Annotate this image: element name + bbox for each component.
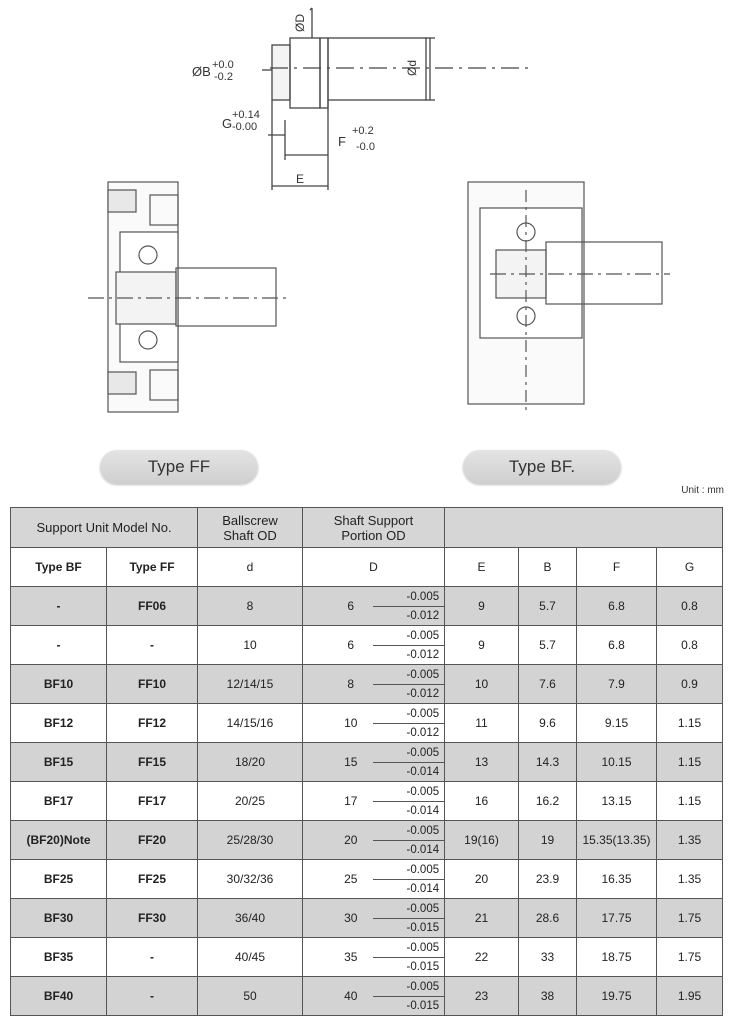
table-row bbox=[11, 743, 723, 782]
cell-d: 14/15/16 bbox=[198, 704, 303, 743]
cell-d: 10 bbox=[198, 626, 303, 665]
cell-E: 9 bbox=[445, 587, 519, 626]
type-ff-label: Type FF bbox=[100, 450, 258, 484]
cell-d: 8 bbox=[198, 587, 303, 626]
dim-B-tol-upper: +0.0 bbox=[212, 59, 234, 71]
cell-D-tolerance bbox=[373, 587, 445, 626]
cell-D-tolerance bbox=[373, 821, 445, 860]
table-row bbox=[11, 626, 723, 665]
cell-D-tolerance bbox=[373, 743, 445, 782]
tol-upper: -0.005 bbox=[373, 900, 445, 919]
dim-G-tol-upper: +0.14 bbox=[232, 109, 260, 121]
cell-F: 6.8 bbox=[577, 626, 657, 665]
cell-d: 12/14/15 bbox=[198, 665, 303, 704]
cell-d: 40/45 bbox=[198, 938, 303, 977]
cell-B: 23.9 bbox=[519, 860, 577, 899]
cell-E: 23 bbox=[445, 977, 519, 1016]
cell-type-bf: BF25 bbox=[11, 860, 107, 899]
cell-type-ff: FF17 bbox=[107, 782, 198, 821]
dim-E-label: E bbox=[296, 172, 305, 186]
table-row bbox=[11, 899, 723, 938]
header-F: F bbox=[577, 548, 657, 587]
cell-d: 20/25 bbox=[198, 782, 303, 821]
cell-G: 1.35 bbox=[657, 821, 723, 860]
cell-type-bf: - bbox=[11, 587, 107, 626]
dim-d-label: Ød bbox=[405, 59, 419, 76]
cell-D: 6 bbox=[303, 587, 373, 626]
tol-lower: -0.012 bbox=[406, 687, 440, 700]
cell-type-ff: FF12 bbox=[107, 704, 198, 743]
cell-D-tolerance bbox=[373, 860, 445, 899]
header-ballscrew-line1: Ballscrew bbox=[222, 512, 278, 528]
dim-F-label: F bbox=[338, 134, 346, 149]
technical-drawings bbox=[0, 0, 730, 420]
tol-upper: -0.005 bbox=[373, 705, 445, 724]
cell-type-ff: FF10 bbox=[107, 665, 198, 704]
cell-D: 8 bbox=[303, 665, 373, 704]
header-d: d bbox=[198, 548, 303, 587]
cell-B: 38 bbox=[519, 977, 577, 1016]
cell-type-bf: BF35 bbox=[11, 938, 107, 977]
cell-G: 1.15 bbox=[657, 782, 723, 821]
cell-E: 19(16) bbox=[445, 821, 519, 860]
header-E: E bbox=[445, 548, 519, 587]
dim-F-tol-upper: +0.2 bbox=[352, 125, 374, 137]
cell-E: 10 bbox=[445, 665, 519, 704]
tol-upper: -0.005 bbox=[373, 822, 445, 841]
table-body bbox=[11, 587, 723, 1016]
dim-G-label: G bbox=[222, 116, 233, 131]
tol-lower: -0.015 bbox=[406, 960, 440, 973]
header-ballscrew bbox=[198, 508, 303, 548]
tol-lower: -0.014 bbox=[406, 843, 440, 856]
cell-F: 7.9 bbox=[577, 665, 657, 704]
cell-type-ff: FF20 bbox=[107, 821, 198, 860]
cell-G: 1.95 bbox=[657, 977, 723, 1016]
table-row bbox=[11, 587, 723, 626]
cell-E: 20 bbox=[445, 860, 519, 899]
cell-G: 0.8 bbox=[657, 587, 723, 626]
cell-G: 1.75 bbox=[657, 938, 723, 977]
cell-F: 9.15 bbox=[577, 704, 657, 743]
cell-d: 18/20 bbox=[198, 743, 303, 782]
cell-F: 15.35(13.35) bbox=[577, 821, 657, 860]
header-D: D bbox=[303, 548, 445, 587]
cell-D-tolerance bbox=[373, 782, 445, 821]
cell-type-bf: BF10 bbox=[11, 665, 107, 704]
dim-B-label: ØB bbox=[192, 64, 211, 79]
cell-E: 9 bbox=[445, 626, 519, 665]
dim-D-label: ØD bbox=[293, 14, 307, 32]
cell-D: 40 bbox=[303, 977, 373, 1016]
cell-type-ff: FF15 bbox=[107, 743, 198, 782]
header-support-unit: Support Unit Model No. bbox=[11, 508, 198, 548]
tol-upper: -0.005 bbox=[373, 783, 445, 802]
cell-type-bf: (BF20)Note bbox=[11, 821, 107, 860]
tol-upper: -0.005 bbox=[373, 861, 445, 880]
dim-G-tol-lower: -0.00 bbox=[232, 121, 258, 133]
header-ballscrew-line2: Shaft OD bbox=[223, 527, 277, 543]
table-row bbox=[11, 977, 723, 1016]
table-row bbox=[11, 665, 723, 704]
dim-F-tol-lower: -0.0 bbox=[356, 141, 375, 153]
cell-F: 18.75 bbox=[577, 938, 657, 977]
table-row bbox=[11, 938, 723, 977]
cell-D: 20 bbox=[303, 821, 373, 860]
table-subheader-row bbox=[11, 548, 723, 587]
cell-G: 0.9 bbox=[657, 665, 723, 704]
cell-B: 9.6 bbox=[519, 704, 577, 743]
cell-B: 19 bbox=[519, 821, 577, 860]
spec-table bbox=[10, 507, 723, 1016]
tol-lower: -0.014 bbox=[406, 804, 440, 817]
cell-type-bf: BF17 bbox=[11, 782, 107, 821]
header-blank bbox=[445, 508, 723, 548]
cell-G: 1.15 bbox=[657, 743, 723, 782]
header-shaft-line1: Shaft Support bbox=[333, 512, 414, 528]
cell-D-tolerance bbox=[373, 938, 445, 977]
cell-E: 21 bbox=[445, 899, 519, 938]
cell-B: 16.2 bbox=[519, 782, 577, 821]
tol-upper: -0.005 bbox=[373, 627, 445, 646]
cell-D-tolerance bbox=[373, 977, 445, 1016]
cell-D: 10 bbox=[303, 704, 373, 743]
cell-type-bf: BF15 bbox=[11, 743, 107, 782]
cell-E: 13 bbox=[445, 743, 519, 782]
cell-type-ff: - bbox=[107, 977, 198, 1016]
cell-D: 25 bbox=[303, 860, 373, 899]
header-G: G bbox=[657, 548, 723, 587]
cell-G: 1.15 bbox=[657, 704, 723, 743]
table-row bbox=[11, 860, 723, 899]
tol-upper: -0.005 bbox=[373, 666, 445, 685]
tol-upper: -0.005 bbox=[373, 744, 445, 763]
cell-D: 6 bbox=[303, 626, 373, 665]
cell-F: 10.15 bbox=[577, 743, 657, 782]
dim-B-tol-lower: -0.2 bbox=[214, 71, 233, 83]
cell-type-bf: BF12 bbox=[11, 704, 107, 743]
header-shaft-line2: Portion OD bbox=[341, 527, 406, 543]
cell-type-ff: FF30 bbox=[107, 899, 198, 938]
tol-lower: -0.012 bbox=[406, 648, 440, 661]
tol-lower: -0.012 bbox=[406, 609, 440, 622]
header-type-ff: Type FF bbox=[107, 548, 198, 587]
cell-B: 28.6 bbox=[519, 899, 577, 938]
cell-D-tolerance bbox=[373, 665, 445, 704]
cell-E: 11 bbox=[445, 704, 519, 743]
cell-type-bf: BF40 bbox=[11, 977, 107, 1016]
cell-B: 14.3 bbox=[519, 743, 577, 782]
tol-lower: -0.014 bbox=[406, 765, 440, 778]
cell-d: 30/32/36 bbox=[198, 860, 303, 899]
tol-upper: -0.005 bbox=[373, 978, 445, 997]
cell-D-tolerance bbox=[373, 899, 445, 938]
tol-lower: -0.015 bbox=[406, 999, 440, 1012]
cell-d: 50 bbox=[198, 977, 303, 1016]
table-header-row bbox=[11, 508, 723, 548]
tol-upper: -0.005 bbox=[373, 939, 445, 958]
header-type-bf: Type BF bbox=[11, 548, 107, 587]
cell-d: 36/40 bbox=[198, 899, 303, 938]
cell-type-bf: - bbox=[11, 626, 107, 665]
header-shaft-support bbox=[303, 508, 445, 548]
table-row bbox=[11, 782, 723, 821]
cell-D-tolerance bbox=[373, 704, 445, 743]
cell-type-ff: FF25 bbox=[107, 860, 198, 899]
cell-E: 16 bbox=[445, 782, 519, 821]
type-bf-label: Type BF. bbox=[463, 450, 621, 484]
tol-lower: -0.012 bbox=[406, 726, 440, 739]
cell-D-tolerance bbox=[373, 626, 445, 665]
tol-upper: -0.005 bbox=[373, 588, 445, 607]
cell-type-ff: FF06 bbox=[107, 587, 198, 626]
cell-D: 30 bbox=[303, 899, 373, 938]
cell-G: 1.35 bbox=[657, 860, 723, 899]
unit-note: Unit : mm bbox=[681, 485, 724, 496]
cell-D: 35 bbox=[303, 938, 373, 977]
tol-lower: -0.015 bbox=[406, 921, 440, 934]
header-B: B bbox=[519, 548, 577, 587]
cell-type-bf: BF30 bbox=[11, 899, 107, 938]
table-row bbox=[11, 704, 723, 743]
cell-B: 5.7 bbox=[519, 626, 577, 665]
dimension-drawing bbox=[0, 0, 730, 420]
cell-type-ff: - bbox=[107, 938, 198, 977]
cell-F: 17.75 bbox=[577, 899, 657, 938]
cell-d: 25/28/30 bbox=[198, 821, 303, 860]
cell-D: 15 bbox=[303, 743, 373, 782]
cell-E: 22 bbox=[445, 938, 519, 977]
tol-lower: -0.014 bbox=[406, 882, 440, 895]
cell-F: 13.15 bbox=[577, 782, 657, 821]
cell-type-ff: - bbox=[107, 626, 198, 665]
cell-F: 6.8 bbox=[577, 587, 657, 626]
cell-G: 0.8 bbox=[657, 626, 723, 665]
cell-B: 7.6 bbox=[519, 665, 577, 704]
cell-F: 19.75 bbox=[577, 977, 657, 1016]
cell-D: 17 bbox=[303, 782, 373, 821]
cell-B: 5.7 bbox=[519, 587, 577, 626]
table-row bbox=[11, 821, 723, 860]
cell-G: 1.75 bbox=[657, 899, 723, 938]
cell-B: 33 bbox=[519, 938, 577, 977]
cell-F: 16.35 bbox=[577, 860, 657, 899]
